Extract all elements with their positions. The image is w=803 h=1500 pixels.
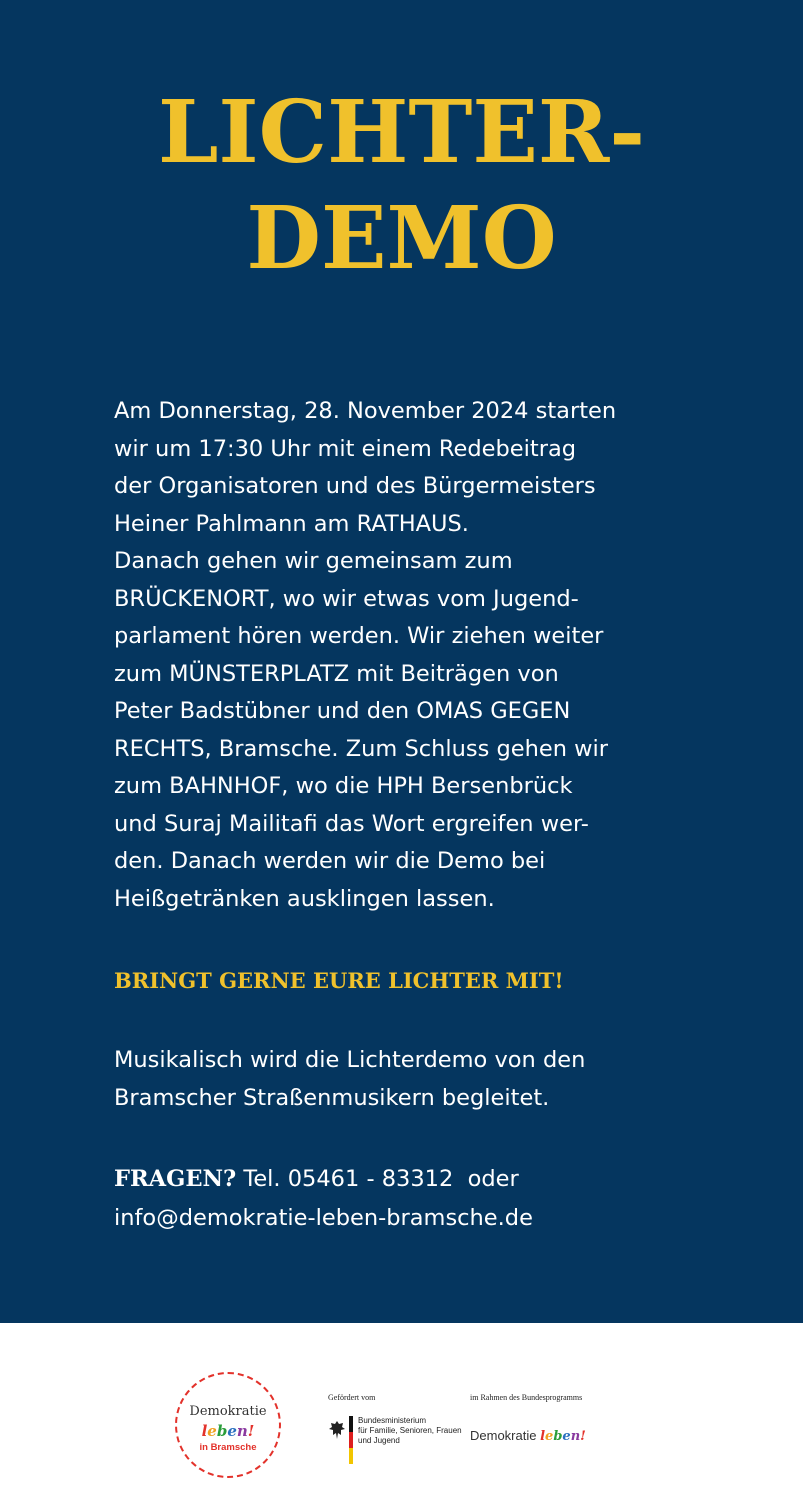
contact-phone-line — [114, 1160, 533, 1199]
music-line: Musikalisch wird die Lichterdemo von den — [114, 1047, 586, 1073]
ministry-logo — [328, 1414, 478, 1470]
program-name: Demokratie — [470, 1428, 537, 1443]
body-line: der Organisatoren und des Bürgermeisters — [114, 473, 596, 499]
body-line: wir um 17:30 Uhr mit einem Redebeitrag — [114, 435, 577, 462]
music-line: Bramscher Straßenmusikern begleitet. — [114, 1084, 550, 1111]
contact-phone: Tel. 05461 - 83312 oder — [236, 1166, 519, 1192]
contact-email[interactable]: info@demokratie-leben-bramsche.de — [114, 1205, 533, 1231]
event-description — [114, 393, 714, 918]
body-line: Heißgetränken ausklingen lassen. — [114, 885, 495, 912]
body-line: Heiner Pahlmann am RATHAUS. — [114, 510, 469, 537]
body-line: den. Danach werden wir die Demo bei — [114, 848, 546, 874]
demokratie-leben-program-logo — [470, 1428, 586, 1444]
german-flag-bar — [349, 1416, 353, 1464]
federal-eagle-icon — [328, 1420, 346, 1440]
badge-line-leben: leben! — [201, 1422, 255, 1440]
body-line: Danach gehen wir gemeinsam zum — [114, 548, 513, 574]
body-line: und Suraj Mailitafi das Wort ergreifen wer- — [114, 810, 589, 837]
body-line: zum MÜNSTERPLATZ mit Beiträgen von — [114, 660, 559, 687]
contact-label: FRAGEN? — [114, 1166, 237, 1192]
badge-line-demokratie: Demokratie — [189, 1404, 267, 1419]
music-note — [114, 1042, 585, 1117]
body-line: Peter Badstübner und den OMAS GEGEN — [114, 698, 571, 724]
program-label: im Rahmen des Bundesprogramms — [470, 1393, 583, 1402]
body-line: parlament hören werden. Wir ziehen weiter — [114, 623, 604, 649]
badge-line-bramsche: in Bramsche — [199, 1442, 257, 1453]
ministry-name: Bundesministerium für Familie, Senioren, Frauen und Jugend — [358, 1416, 462, 1445]
contact-info — [114, 1160, 533, 1238]
body-line: BRÜCKENORT, wo wir etwas vom Jugend- — [114, 585, 579, 612]
headline-line-1: LICHTER- — [157, 82, 646, 183]
body-line: zum BAHNHOF, wo die HPH Bersenbrück — [114, 773, 573, 799]
program-leben: leben! — [540, 1429, 586, 1444]
headline-line-2: DEMO — [246, 188, 557, 289]
body-line: Am Donnerstag, 28. November 2024 starten — [114, 398, 617, 424]
funded-by-label: Gefördert vom — [328, 1393, 376, 1402]
body-line: RECHTS, Bramsche. Zum Schluss gehen wir — [114, 735, 609, 762]
callout-bring-lights: BRINGT GERNE EURE LICHTER MIT! — [114, 968, 564, 993]
demokratie-leben-bramsche-logo — [175, 1372, 281, 1478]
headline — [0, 80, 803, 292]
